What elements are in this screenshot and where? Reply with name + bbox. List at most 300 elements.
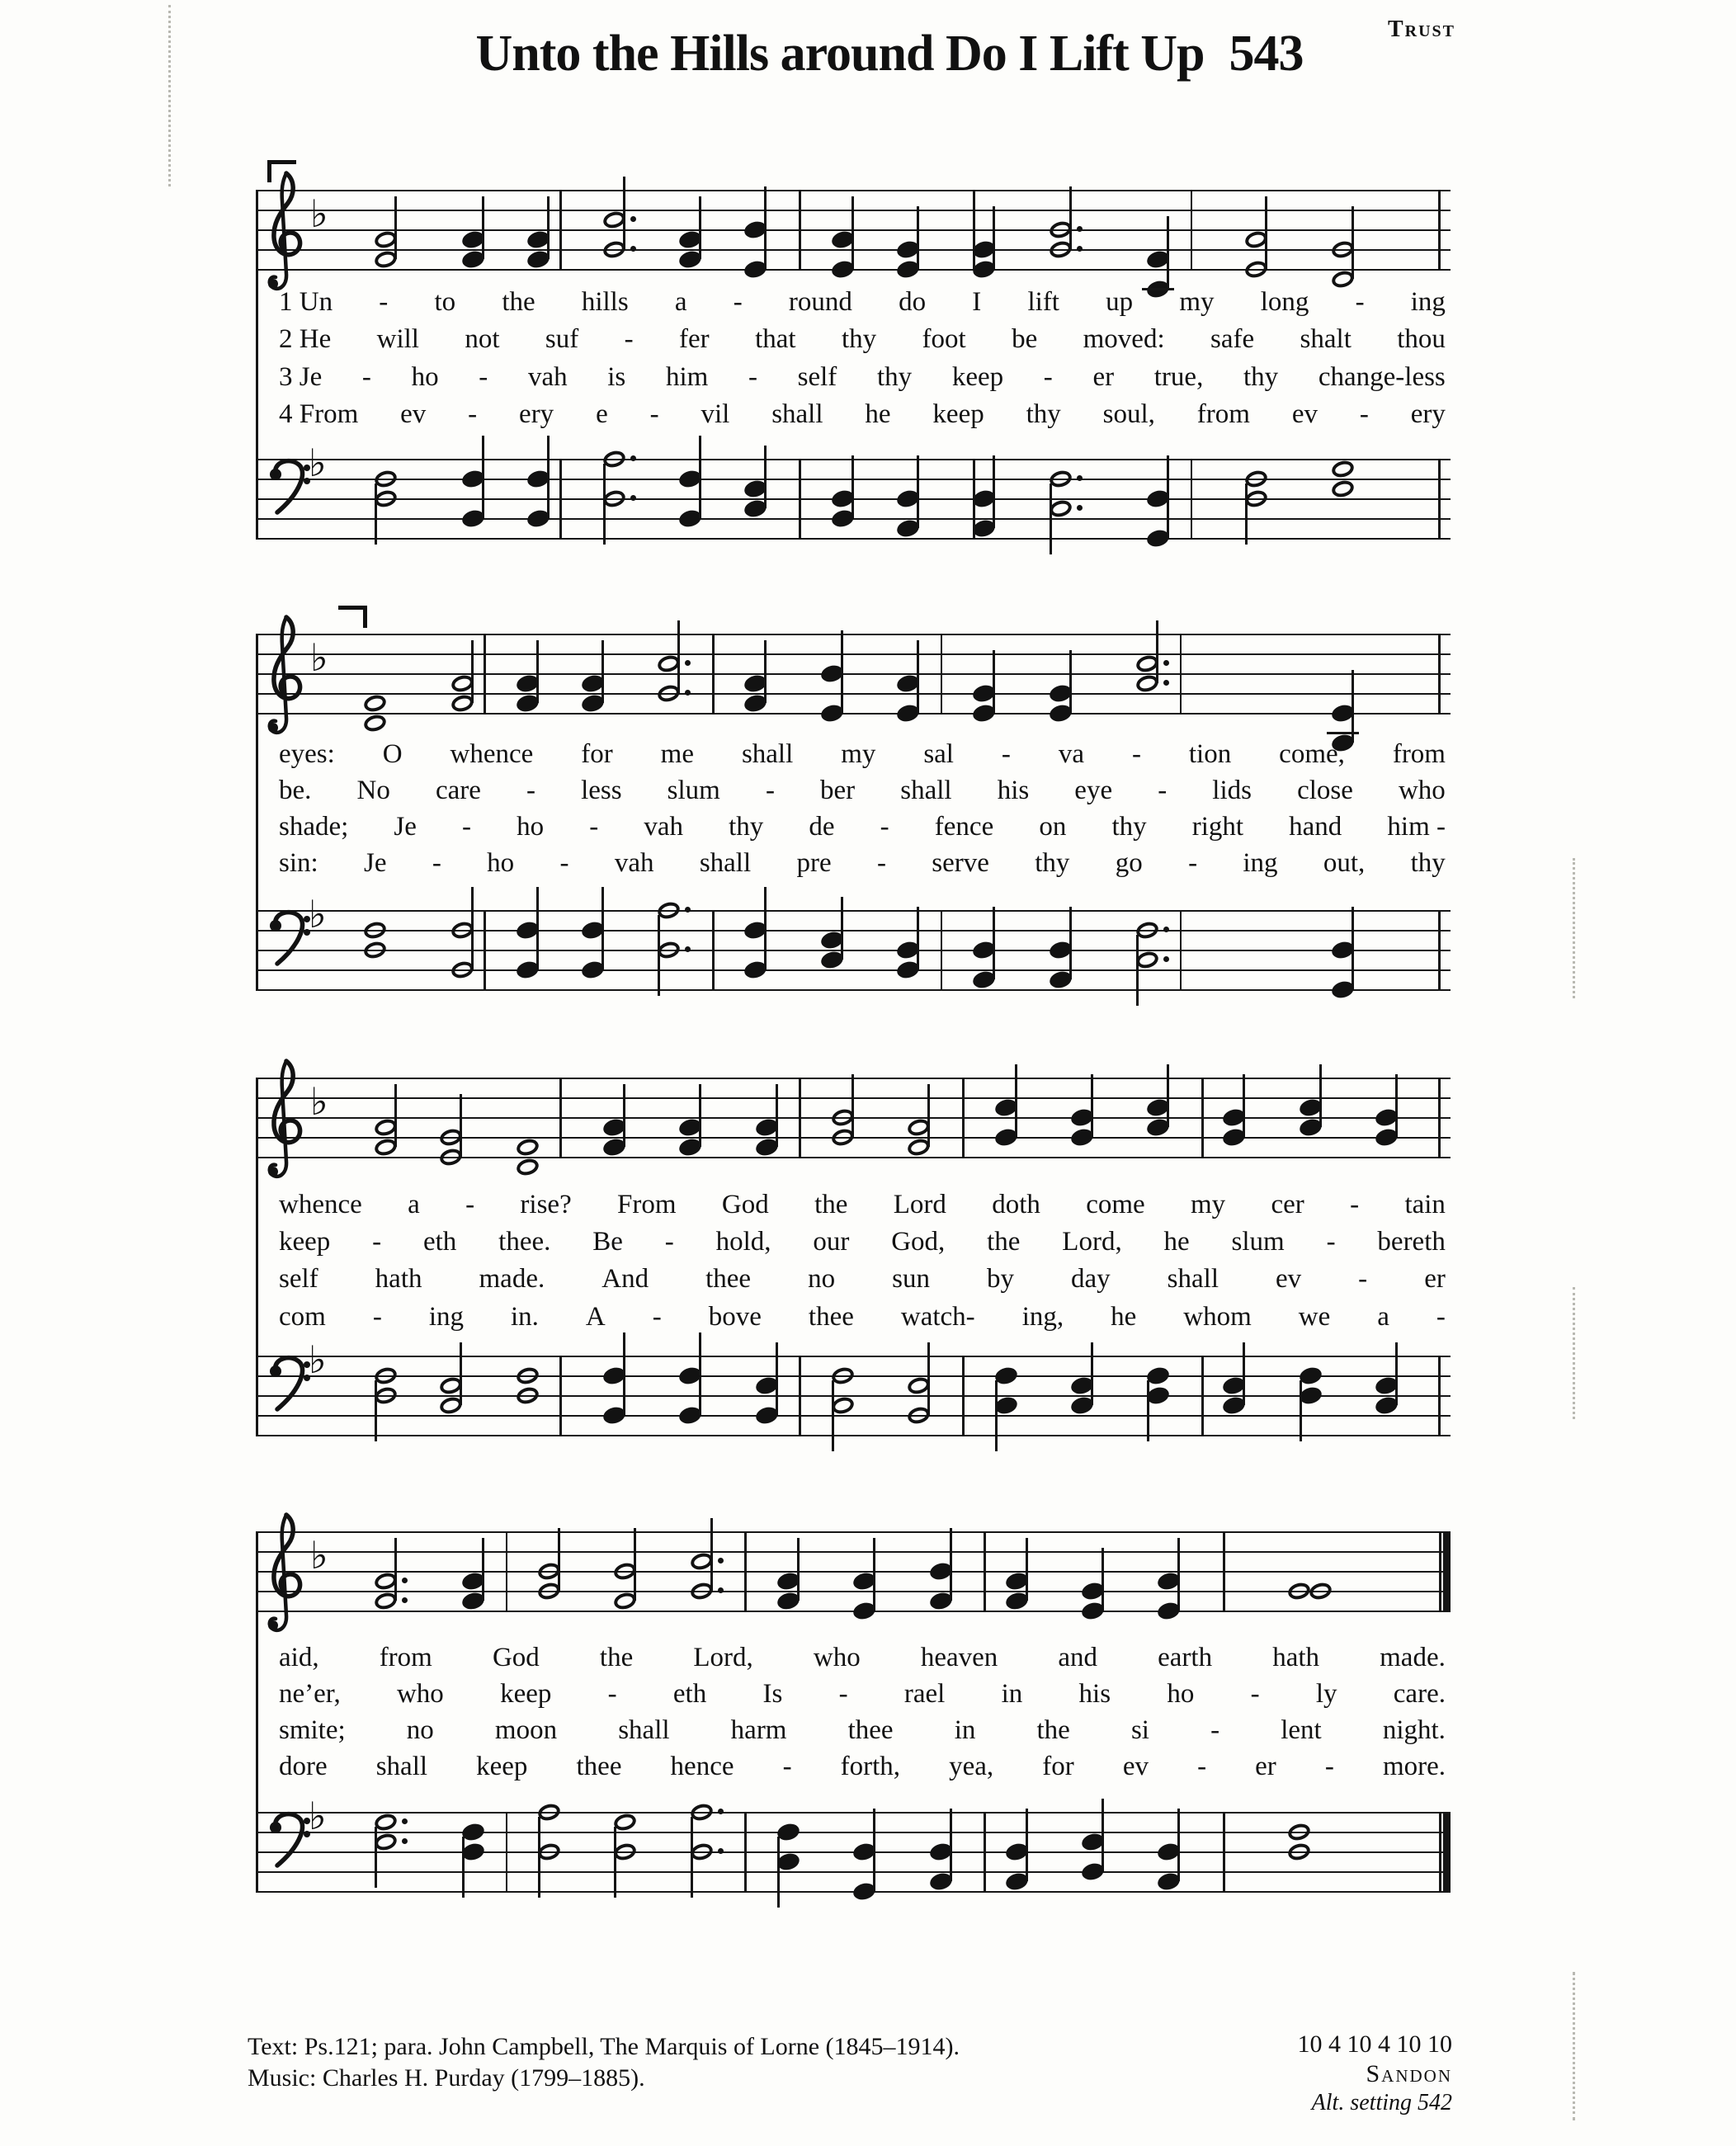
lyric-token: made. [1380, 1643, 1446, 1672]
barline [973, 190, 975, 271]
lyric-token: fence [934, 812, 994, 842]
lyric-token: va [1058, 739, 1085, 769]
lyric-token: hills [581, 287, 629, 317]
lyric-token: A [585, 1302, 606, 1332]
lyric-token: - [526, 776, 535, 805]
lyric-token: thee. [498, 1227, 551, 1257]
lyric-token: close [1297, 776, 1353, 805]
lyric-token: keep [279, 1227, 331, 1257]
barline [744, 1812, 747, 1893]
lyric-token: he [865, 399, 891, 429]
barline [1223, 1531, 1225, 1612]
bass-staff [256, 1337, 1451, 1436]
barline [1191, 190, 1193, 271]
lyric-token: tain [1404, 1190, 1446, 1219]
lyric-token: eth [672, 1679, 707, 1709]
lyric-token: - [379, 287, 389, 317]
lyric-token: round [788, 287, 852, 317]
barline [1180, 634, 1182, 715]
flat-sign-icon: ♭ [309, 1794, 327, 1838]
treble-clef-icon [259, 612, 312, 752]
lyric-token: - [880, 812, 889, 842]
lyric-token: be [1012, 324, 1038, 354]
bass-clef-icon [264, 1353, 314, 1436]
barline [1191, 459, 1193, 540]
lyric-token: ber [820, 776, 856, 805]
scan-artifact [1573, 1972, 1575, 2120]
lyric-token: for [581, 739, 613, 769]
lyric-token: 1 Un [279, 287, 333, 317]
note-area [353, 1078, 1441, 1158]
lyric-token: - [664, 1227, 674, 1257]
lyric-token: made. [479, 1264, 545, 1294]
flat-sign-icon: ♭ [310, 1533, 328, 1578]
lyric-token: and [1058, 1643, 1098, 1672]
lyric-token: shade; [279, 812, 349, 842]
barline [712, 634, 715, 715]
lyric-token: rise? [520, 1190, 572, 1219]
lyrics-row [279, 1191, 1446, 1219]
barline [1438, 459, 1441, 540]
lyric-token: he [1111, 1302, 1137, 1332]
barline [559, 1078, 562, 1158]
lyric-token: who [813, 1643, 861, 1672]
hymn-number: 543 [1229, 26, 1304, 82]
lyric-token: ing [428, 1302, 464, 1332]
lyric-token: shall [771, 399, 823, 429]
barline [559, 1356, 562, 1436]
lyric-token: whence [279, 1190, 362, 1219]
lyric-token: - [1001, 739, 1011, 769]
lyric-token: change-less [1318, 362, 1446, 392]
lyric-token: tion [1188, 739, 1232, 769]
scan-artifact [1573, 858, 1575, 998]
lyric-token: 2 He [279, 324, 332, 354]
lyric-token: to [434, 287, 456, 317]
lyric-token: rael [903, 1679, 946, 1709]
lyric-token: in [1001, 1679, 1023, 1709]
alt-setting-label: Alt. setting 542 [1311, 2090, 1452, 2115]
lyric-token: eth [422, 1227, 457, 1257]
bass-staff [256, 892, 1451, 991]
text-credit: Text: Ps.121; para. John Campbell, The Marquis of Lorne (1845–1914). [248, 2033, 960, 2060]
lyric-token: whom [1183, 1302, 1252, 1332]
barline [506, 1531, 508, 1612]
barline [1438, 634, 1441, 715]
lyric-token: - [479, 362, 488, 392]
lyric-token: ly [1315, 1679, 1337, 1709]
lyric-token: eyes: [279, 739, 335, 769]
lyric-token: eye [1074, 776, 1113, 805]
lyric-token: on [1039, 812, 1067, 842]
lyric-token: the [987, 1227, 1021, 1257]
lyric-token: is [607, 362, 626, 392]
lyric-token: vah [614, 848, 654, 878]
lyric-token: Is [762, 1679, 783, 1709]
lyric-token: he [1163, 1227, 1190, 1257]
lyric-token: - [1210, 1715, 1220, 1745]
lyric-token: Lord, [693, 1643, 753, 1672]
lyric-token: shalt [1300, 324, 1352, 354]
lyric-token: vah [527, 362, 568, 392]
lyric-token: lift [1027, 287, 1059, 317]
barline [484, 634, 486, 715]
category-label: Trust [1387, 17, 1455, 42]
flat-sign-icon: ♭ [310, 1079, 328, 1124]
lyric-token: Je [394, 812, 417, 842]
note-area [353, 1531, 1441, 1612]
lyric-token: my [1191, 1190, 1226, 1219]
lyric-token: si [1130, 1715, 1149, 1745]
final-barline [1439, 1531, 1441, 1612]
note-area [353, 1812, 1441, 1893]
lyric-token: thy [1111, 812, 1147, 842]
lyric-token: lent [1281, 1715, 1322, 1745]
lyric-token: him - [1387, 812, 1446, 842]
lyric-token: his [1078, 1679, 1111, 1709]
lyric-token: - [1324, 1752, 1334, 1781]
lyric-token: - [462, 812, 472, 842]
lyric-token: a [408, 1190, 420, 1219]
lyric-token: ho [1167, 1679, 1195, 1709]
lyric-token: keep [476, 1752, 528, 1781]
note-area [353, 190, 1441, 271]
lyric-token: - [782, 1752, 792, 1781]
lyric-token: keep [932, 399, 984, 429]
lyric-token: e [596, 399, 608, 429]
lyric-token: who [396, 1679, 444, 1709]
lyric-token: aid, [279, 1643, 319, 1672]
lyric-token: serve [932, 848, 989, 878]
lyric-token: - [1250, 1679, 1260, 1709]
lyric-token: out, [1323, 848, 1366, 878]
lyric-token: keep [951, 362, 1004, 392]
lyric-token: the [814, 1190, 848, 1219]
lyric-token: long [1260, 287, 1309, 317]
lyric-token: hold, [715, 1227, 771, 1257]
lyric-token: who [1398, 776, 1446, 805]
lyric-token: er [1092, 362, 1115, 392]
lyric-token: more. [1382, 1752, 1446, 1781]
note-area [353, 1356, 1441, 1436]
lyrics-row [279, 1753, 1446, 1780]
lyric-token: soul, [1102, 399, 1155, 429]
lyric-token: vah [644, 812, 684, 842]
lyric-token: - [1188, 848, 1198, 878]
lyric-token: God [492, 1643, 540, 1672]
lyrics-row [279, 814, 1446, 841]
lyric-token: fer [679, 324, 710, 354]
lyric-token: from [1392, 739, 1446, 769]
lyrics-row [279, 1717, 1446, 1744]
scan-artifact [1573, 1287, 1575, 1419]
lyric-token: No [356, 776, 390, 805]
lyric-token: right [1191, 812, 1244, 842]
barline [559, 190, 562, 271]
lyrics-row [279, 401, 1446, 428]
bass-clef-icon [264, 908, 314, 990]
hymn-title: Unto the Hills around Do I Lift Up [475, 26, 1205, 82]
lyric-token: be. [279, 776, 312, 805]
lyric-token: we [1298, 1302, 1331, 1332]
lyric-token: thee [705, 1264, 752, 1294]
lyric-token: less [581, 776, 622, 805]
credits-block [248, 2031, 960, 2093]
flat-sign-icon: ♭ [309, 1337, 327, 1382]
lyric-token: no [406, 1715, 434, 1745]
lyric-token: doth [992, 1190, 1040, 1219]
lyric-token: - [1197, 1752, 1207, 1781]
lyric-token: go [1115, 848, 1143, 878]
final-barline [1443, 1531, 1451, 1612]
lyric-token: - [361, 362, 371, 392]
lyric-token: slum [1231, 1227, 1285, 1257]
barline [799, 190, 801, 271]
lyric-token: a [674, 287, 687, 317]
lyric-token: yea, [949, 1752, 994, 1781]
note-area [353, 459, 1441, 540]
lyric-token: for [1042, 1752, 1074, 1781]
lyric-token: - [1043, 362, 1053, 392]
lyric-token: pre [796, 848, 832, 878]
treble-clef-icon [259, 1510, 312, 1650]
lyric-token: heaven [920, 1643, 998, 1672]
lyric-token: earth [1158, 1643, 1213, 1672]
lyric-token: hath [375, 1264, 422, 1294]
lyric-token: ing [1410, 287, 1446, 317]
lyric-token: 4 From [279, 399, 359, 429]
bass-staff [256, 1794, 1451, 1893]
lyric-token: me [660, 739, 694, 769]
lyric-token: our [813, 1227, 850, 1257]
meter-label: 10 4 10 4 10 10 [1297, 2030, 1452, 2058]
scan-artifact [168, 5, 171, 186]
lyric-token: thy [1035, 848, 1070, 878]
tune-name-label: Sandon [1366, 2060, 1452, 2087]
lyric-token: by [986, 1264, 1014, 1294]
lyric-token: the [1036, 1715, 1070, 1745]
barline [941, 634, 943, 715]
flat-sign-icon: ♭ [309, 441, 327, 485]
lyric-token: forth, [840, 1752, 901, 1781]
music-credit: Music: Charles H. Purday (1799–1885). [248, 2063, 645, 2092]
lyric-token: er [1424, 1264, 1446, 1294]
lyric-token: - [607, 1679, 617, 1709]
lyric-token: - [1131, 739, 1141, 769]
lyric-token: thou [1397, 324, 1446, 354]
lyric-token: ing, [1021, 1302, 1064, 1332]
lyric-token: care [435, 776, 481, 805]
barline [984, 1812, 986, 1893]
lyric-token: shall [900, 776, 952, 805]
treble-staff [256, 634, 1451, 715]
barline [941, 910, 943, 991]
lyric-token: - [765, 776, 775, 805]
lyric-token: God [721, 1190, 769, 1219]
lyric-token: true, [1153, 362, 1204, 392]
lyric-token: sun [892, 1264, 930, 1294]
lyric-token: hence [670, 1752, 734, 1781]
lyric-token: smite; [279, 1715, 346, 1745]
barline [559, 459, 562, 540]
barline [799, 459, 801, 540]
lyric-token: my [1179, 287, 1215, 317]
barline [1438, 1356, 1441, 1436]
lyric-token: keep [500, 1679, 552, 1709]
lyric-token: safe [1210, 324, 1255, 354]
lyric-token: - [372, 1227, 382, 1257]
lyric-token: O [382, 739, 403, 769]
lyric-token: moved: [1083, 324, 1165, 354]
bass-clef-icon [264, 1809, 314, 1892]
lyric-token: shall [699, 848, 752, 878]
lyric-token: ing [1243, 848, 1278, 878]
treble-staff [256, 1078, 1451, 1158]
barline [712, 910, 715, 991]
lyric-token: - [559, 848, 569, 878]
lyric-token: not [465, 324, 500, 354]
lyrics-row [279, 1229, 1446, 1256]
flat-sign-icon: ♭ [309, 892, 327, 936]
bass-clef-icon [264, 456, 314, 539]
lyric-token: - [1436, 1302, 1446, 1332]
lyric-token: ev [1122, 1752, 1149, 1781]
lyric-token: thee [576, 1752, 622, 1781]
treble-staff [256, 1531, 1451, 1612]
lyric-token: slum [667, 776, 720, 805]
lyric-token: whence [450, 739, 534, 769]
lyrics-row [279, 1304, 1446, 1331]
lyric-token: thy [1243, 362, 1279, 392]
lyric-token: - [1355, 287, 1365, 317]
lyric-token: shall [1167, 1264, 1219, 1294]
lyric-token: And [601, 1264, 649, 1294]
lyric-token: from [1196, 399, 1250, 429]
lyric-token: de [809, 812, 835, 842]
lyric-token: do [899, 287, 927, 317]
lyric-token: come, [1279, 739, 1345, 769]
lyric-token: - [1326, 1227, 1336, 1257]
lyrics-row [279, 364, 1446, 391]
lyrics-row [279, 777, 1446, 804]
lyric-token: that [755, 324, 796, 354]
flat-sign-icon: ♭ [310, 191, 328, 236]
lyric-token: From [617, 1190, 677, 1219]
lyric-token: ev [1291, 399, 1318, 429]
lyric-token: thy [1026, 399, 1061, 429]
lyric-token: - [465, 1190, 475, 1219]
lyrics-row [279, 289, 1446, 316]
lyrics-row [279, 326, 1446, 353]
lyric-token: shall [618, 1715, 670, 1745]
lyric-token: God, [891, 1227, 946, 1257]
lyrics-row [279, 1266, 1446, 1293]
lyric-token: shall [375, 1752, 428, 1781]
flat-sign-icon: ♭ [310, 635, 328, 680]
barline [484, 910, 486, 991]
lyric-token: suf [545, 324, 579, 354]
bass-staff [256, 441, 1451, 540]
lyric-token: sin: [279, 848, 318, 878]
lyric-token: watch- [900, 1302, 975, 1332]
lyric-token: - [589, 812, 599, 842]
lyric-token: - [733, 287, 743, 317]
lyric-token: ho [517, 812, 545, 842]
lyric-token: thy [876, 362, 913, 392]
lyric-token: - [838, 1679, 848, 1709]
barline [799, 1356, 801, 1436]
barline [799, 1078, 801, 1158]
lyric-token: Lord [893, 1190, 946, 1219]
lyric-token: 3 Je [279, 362, 323, 392]
lyrics-row [279, 741, 1446, 768]
lyric-token: ery [1410, 399, 1446, 429]
lyric-token: thy [1410, 848, 1446, 878]
lyric-token: ne’er, [279, 1679, 341, 1709]
lyric-token: my [841, 739, 876, 769]
lyric-token: come [1086, 1190, 1145, 1219]
lyric-token: thee [847, 1715, 894, 1745]
barline [1223, 1812, 1225, 1893]
lyric-token: foot [922, 324, 966, 354]
lyric-token: - [649, 399, 659, 429]
lyric-token: self [279, 1264, 318, 1294]
lyric-token: er [1255, 1752, 1276, 1781]
note-area [353, 634, 1441, 715]
lyric-token: vil [701, 399, 730, 429]
page-title [476, 25, 1304, 83]
lyric-token: day [1070, 1264, 1111, 1294]
lyric-token: ev [400, 399, 427, 429]
lyric-token: harm [730, 1715, 787, 1745]
treble-staff [256, 190, 1451, 271]
lyric-token: - [1358, 1264, 1368, 1294]
final-barline [1443, 1812, 1451, 1893]
lyric-token: Je [364, 848, 387, 878]
lyric-token: moon [494, 1715, 558, 1745]
lyric-token: thy [729, 812, 764, 842]
barline [744, 1531, 747, 1612]
barline [506, 1812, 508, 1893]
lyrics-row [279, 1681, 1446, 1708]
lyric-token: - [468, 399, 478, 429]
lyric-token: hand [1289, 812, 1342, 842]
lyric-token: from [379, 1643, 432, 1672]
barline [1438, 910, 1441, 991]
lyric-token: - [1359, 399, 1369, 429]
lyric-token: in [954, 1715, 976, 1745]
lyric-token: ho [411, 362, 439, 392]
lyric-token: care. [1393, 1679, 1446, 1709]
lyric-token: self [797, 362, 837, 392]
lyric-token: ery [519, 399, 554, 429]
lyric-token: in. [511, 1302, 539, 1332]
lyric-token: dore [279, 1752, 328, 1781]
lyric-token: cer [1271, 1190, 1304, 1219]
lyrics-row [279, 1644, 1446, 1672]
lyric-token: hath [1272, 1643, 1320, 1672]
lyric-token: up [1106, 287, 1134, 317]
barline [962, 1356, 965, 1436]
lyric-token: Lord, [1062, 1227, 1122, 1257]
barline [984, 1531, 986, 1612]
lyric-token: - [624, 324, 634, 354]
lyric-token: a [1377, 1302, 1389, 1332]
lyric-token: - [1158, 776, 1168, 805]
lyric-token: the [599, 1643, 634, 1672]
lyric-token: Be [592, 1227, 623, 1257]
lyric-token: ev [1276, 1264, 1302, 1294]
